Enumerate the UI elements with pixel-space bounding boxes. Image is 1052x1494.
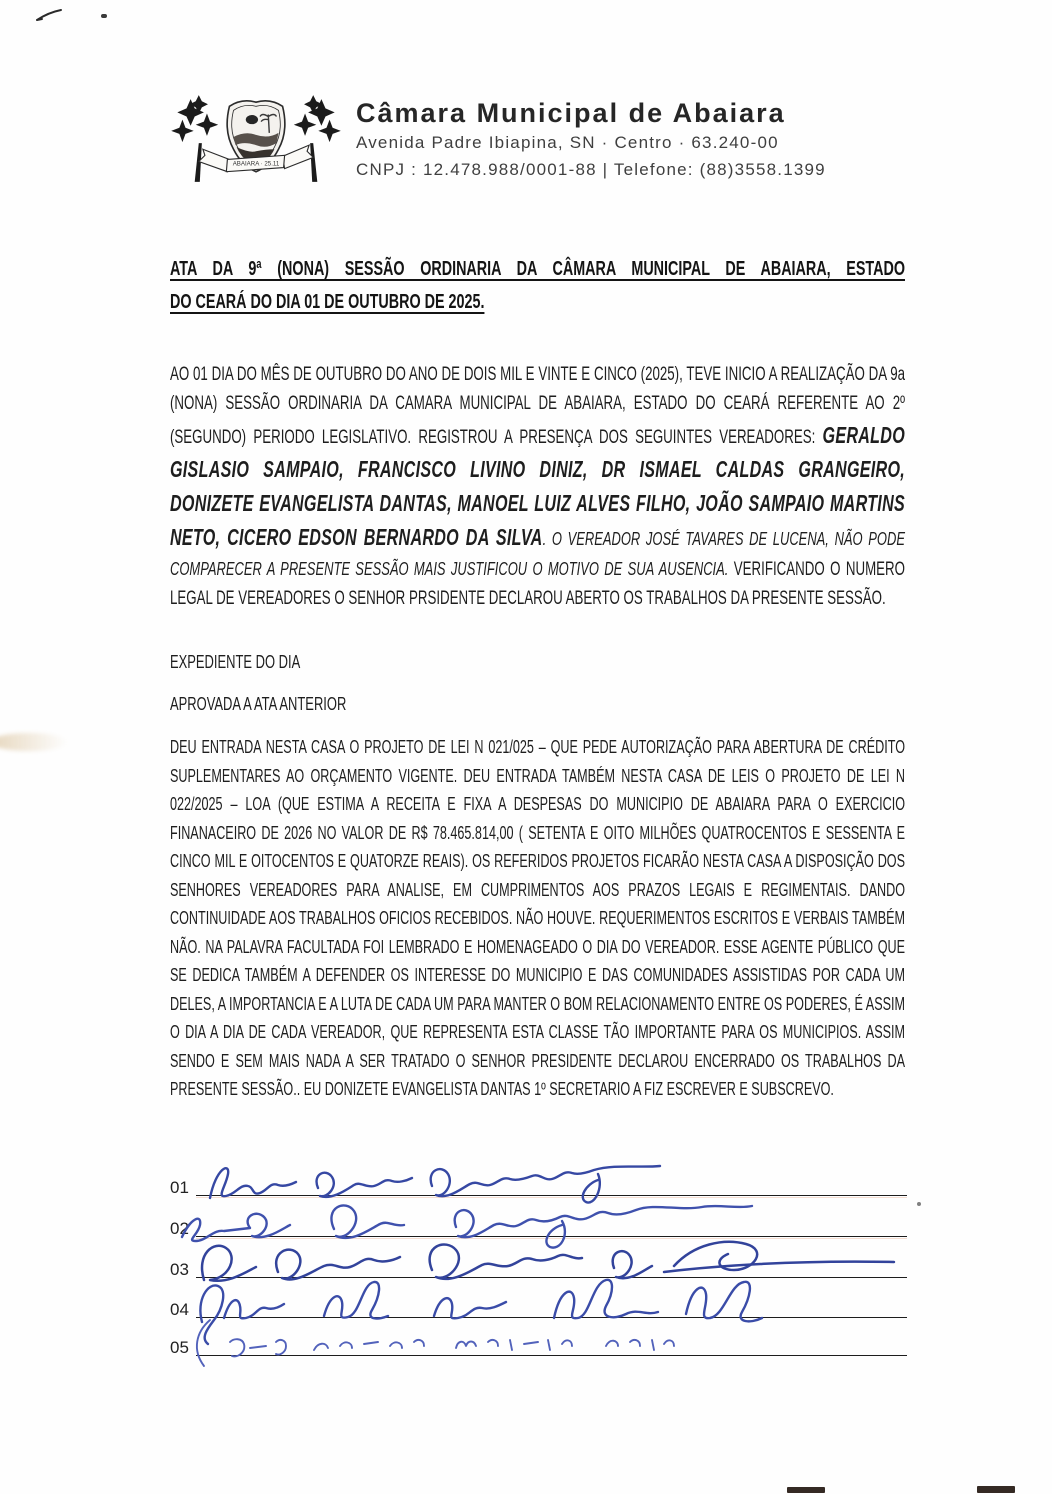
councilmen-names: GERALDO GISLASIO SAMPAIO, FRANCISCO LIVINO DINIZ, DR ISMAEL CALDAS GRANGEIRO, DONIZETE EVANGELISTA DANTAS, MANOEL LUIZ ALVES FILHO, JOÃO SAMPAIO MARTINS NETO, CICERO EDSON BERNARDO DA SILVA xyxy=(170,422,905,550)
opening-paragraph xyxy=(170,360,905,613)
signature-number: 03 xyxy=(170,1260,189,1279)
signature-number: 05 xyxy=(170,1338,189,1357)
aprovada-line: APROVADA A ATA ANTERIOR xyxy=(170,693,347,714)
paragraph1-intro: AO 01 DIA DO MÊS DE OUTUBRO DO ANO DE DOIS MIL E VINTE E CINCO (2025), TEVE INICIO A REALIZAÇÃO DA 9a (NONA) SESSÃO ORDINARIA DA CAMARA MUNICIPAL DE ABAIARA, ESTADO DO CEARÁ REFERENTE AO 2º (SEGUNDO) PERIODO LEGISLATIVO. REGISTROU A PRESENÇA DOS SEGUINTES VEREADORES: xyxy=(170,364,905,448)
ribbon-text: ABAIARA · 25.11 xyxy=(232,160,280,168)
pen-mark-artifact xyxy=(34,8,66,24)
bottom-edge-mark-left xyxy=(787,1487,825,1493)
left-tree-icon xyxy=(171,95,218,182)
paragraph1-closing: VERIFICANDO O NUMERO LEGAL DE VEREADORES O SENHOR PRSIDENTE DECLAROU ABERTO OS TRABALHOS DA PRESENTE SESSÃO. xyxy=(170,559,905,609)
bottom-edge-mark-right xyxy=(977,1486,1015,1493)
organization-name: Câmara Municipal de Abaiara xyxy=(356,98,786,128)
address-line: Avenida Padre Ibiapina, SN · Centro · 63.240-00 xyxy=(356,133,779,153)
scan-smudge-artifact xyxy=(0,733,68,751)
title-line-1: ATA DA 9ª (NONA) SESSÃO ORDINARIA DA CÂMARA MUNICIPAL DE ABAIARA, ESTADO xyxy=(170,257,905,280)
signature-row-05 xyxy=(170,1318,907,1360)
signature-number: 01 xyxy=(170,1178,189,1197)
session-record-paragraph: DEU ENTRADA NESTA CASA O PROJETO DE LEI N 021/025 – QUE PEDE AUTORIZAÇÃO PARA ABERTURA DE CRÉDITO SUPLEMENTARES AO ORÇAMENTO VIGENTE. DEU ENTRADA TAMBÉM NESTA CASA DE LEIS O PROJETO DE LEI N 022/2025 – LOA (QUE ESTIMA A RECEITA E FIXA A DESPESAS DO MUNICIPIO DE ABAIARA PARA O EXERCICIO FINANACEIRO DE 2026 NO VALOR DE R$ 78.465.814,00 ( SETENTA E OITO MILHÕES QUATROCENTOS E SESSENTA E CINCO MIL E OITOCENTOS E QUATORZE REAIS). OS REFERIDOS PROJETOS FICARÃO NESTA CASA A DISPOSIÇÃO DOS SENHORES VEREADORES PARA ANALISE, EM CUMPRIMENTOS AOS PRAZOS LEGAIS E REGIMENTAIS. DANDO CONTINUIDADE AOS TRABALHOS OFICIOS RECEBIDOS. NÃO HOUVE. REQUERIMENTOS ESCRITOS E VERBAIS TAMBÉM NÃO. NA PALAVRA FACULTADA FOI LEMBRADO E HOMENAGEADO O DIA DO VEREADOR. ESSE AGENTE PÚBLICO QUE SE DEDICA TAMBÉM A DEFENDER OS INTERESSE DO MUNICIPIO E DAS COMUNIDADES ASSISTIDAS POR CADA UM DELES, A IMPORTANCIA E A LUTA DE CADA UM PARA MANTER O BOM RELACIONAMENTO ENTRE OS PODERES, É ASSIM O DIA A DIA DE CADA VEREADOR, QUE REPRESENTA ESTA CLASSE TÃO IMPORTANTE PARA OS MUNICIPIOS. ASSIM SENDO E SEM MAIS NADA A SER TRATADO O SENHOR PRESIDENTE DECLAROU ENCERRADO OS TRABALHOS DA PRESENTE SESSÃO.. EU DONIZETE EVANGELISTA DANTAS 1º SECRETARIO A FIZ ESCREVER E SUBSCREVO. xyxy=(170,737,905,1099)
contact-line: CNPJ : 12.478.988/0001-88 | Telefone: (88)3558.1399 xyxy=(356,159,826,179)
letterhead xyxy=(168,92,826,186)
speck-artifact xyxy=(917,1202,921,1206)
right-tree-icon xyxy=(294,95,341,182)
signature-05-handwriting xyxy=(194,1314,907,1372)
absence-justification: . O VEREADOR JOSÉ TAVARES DE LUCENA, NÃO PODE COMPARECER A PRESENTE SESSÃO MAIS JUSTIFICOU O MOTIVO DE SUA AUSENCIA. xyxy=(170,528,905,579)
signature-row-01 xyxy=(170,1158,907,1200)
expediente-heading: EXPEDIENTE DO DIA xyxy=(170,651,301,672)
coat-of-arms-logo xyxy=(168,92,344,186)
title-line-2: DO CEARÁ DO DIA 01 DE OUTUBRO DE 2025. xyxy=(170,290,485,313)
signature-number: 02 xyxy=(170,1219,189,1238)
signature-row-02 xyxy=(170,1199,907,1241)
pen-dot-artifact xyxy=(101,14,107,18)
document-title xyxy=(170,252,905,318)
signature-number: 04 xyxy=(170,1300,189,1319)
